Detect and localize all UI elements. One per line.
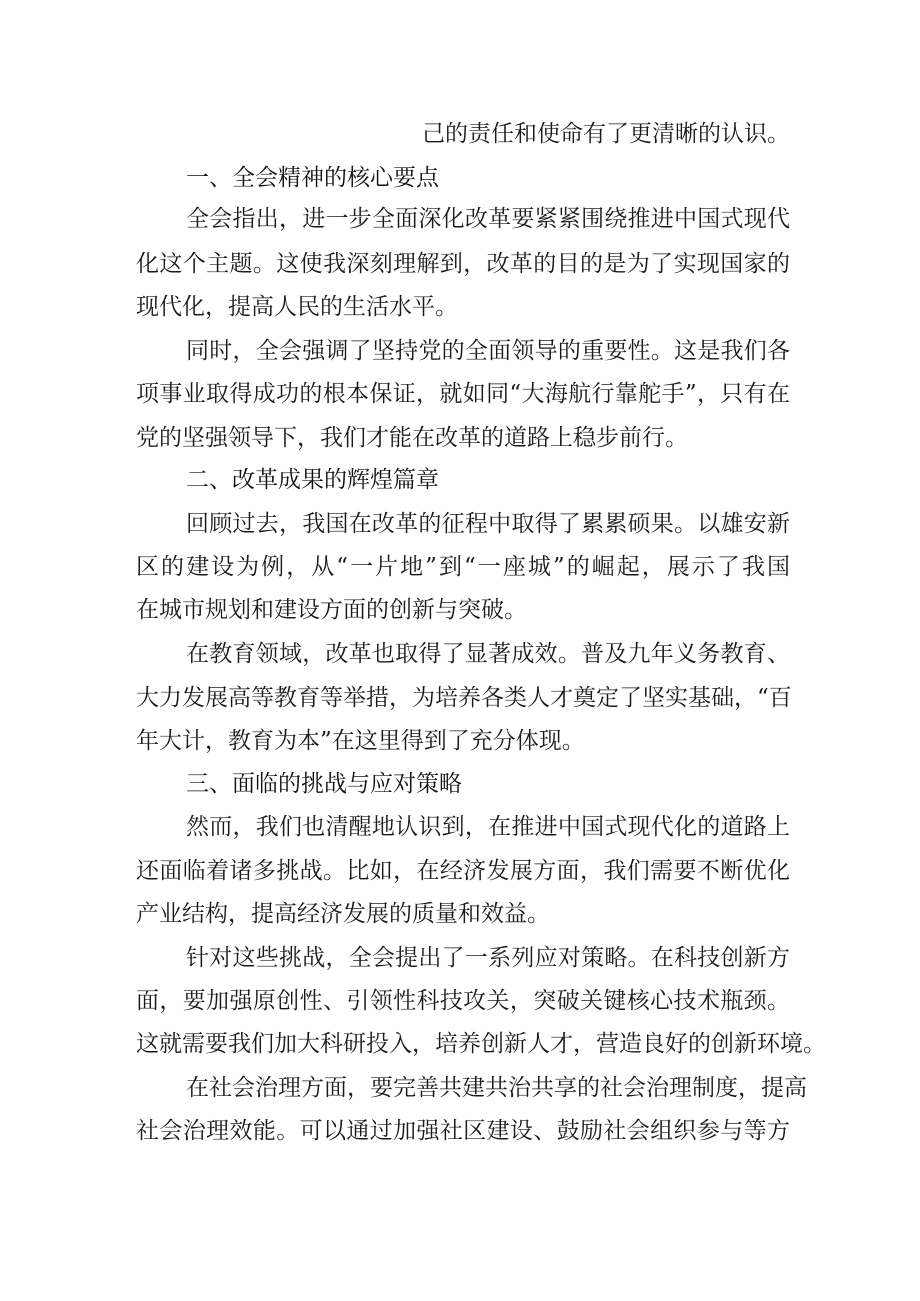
paragraph-line: 项事业取得成功的根本保证，就如同“大海航行靠舵手”，只有在 [136, 381, 790, 407]
paragraph-line: 区的建设为例，从“一片地”到“一座城”的崛起，展示了我国 [136, 554, 790, 580]
paragraph-line: 面，要加强原创性、引领性科技攻关，突破关键核心技术瓶颈。 [136, 988, 790, 1014]
paragraph-line: 产业结构，提高经济发展的质量和效益。 [136, 901, 550, 927]
paragraph-line: 现代化，提高人民的生活水平。 [136, 294, 458, 320]
paragraph-line: 在城市规划和建设方面的创新与突破。 [136, 597, 527, 623]
paragraph-line: 这就需要我们加大科研投入，培养创新人才，营造良好的创新环境。 [136, 1031, 826, 1057]
continuation-line: 己的责任和使命有了更清晰的认识。 [422, 121, 790, 147]
paragraph-line: 同时，全会强调了坚持党的全面领导的重要性。这是我们各 [186, 338, 790, 364]
paragraph-line: 然而，我们也清醒地认识到，在推进中国式现代化的道路上 [186, 814, 790, 840]
paragraph-line: 年大计，教育为本”在这里得到了充分体现。 [136, 728, 585, 754]
paragraph-line: 针对这些挑战，全会提出了一系列应对策略。在科技创新方 [186, 945, 790, 971]
paragraph-line: 还面临着诸多挑战。比如，在经济发展方面，我们需要不断优化 [136, 858, 790, 884]
paragraph-line: 化这个主题。这使我深刻理解到，改革的目的是为了实现国家的 [136, 251, 790, 277]
paragraph-line: 大力发展高等教育等举措，为培养各类人才奠定了坚实基础，“百 [136, 685, 792, 711]
paragraph-line: 社会治理效能。可以通过加强社区建设、鼓励社会组织参与等方 [136, 1118, 790, 1144]
paragraph-line: 回顾过去，我国在改革的征程中取得了累累硕果。以雄安新 [186, 511, 790, 537]
section-heading-3: 三、面临的挑战与应对策略 [186, 771, 462, 797]
section-heading-1: 一、全会精神的核心要点 [186, 165, 439, 191]
section-heading-2: 二、改革成果的辉煌篇章 [186, 467, 439, 493]
paragraph-line: 在社会治理方面，要完善共建共治共享的社会治理制度，提高 [186, 1075, 807, 1101]
paragraph-line: 在教育领域，改革也取得了显著成效。普及九年义务教育、 [186, 641, 790, 667]
paragraph-line: 全会指出，进一步全面深化改革要紧紧围绕推进中国式现代 [186, 206, 790, 232]
paragraph-line: 党的坚强领导下，我们才能在改革的道路上稳步前行。 [136, 425, 688, 451]
